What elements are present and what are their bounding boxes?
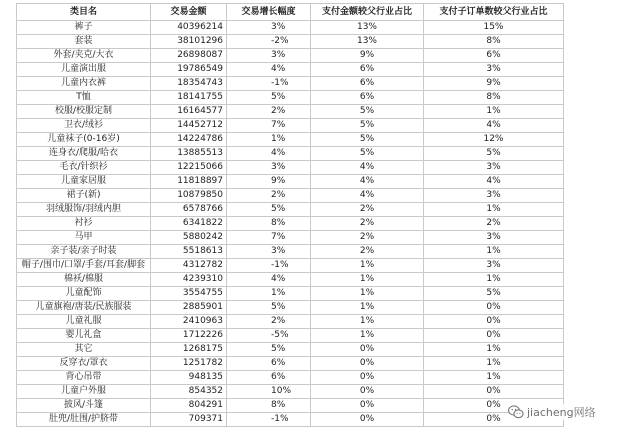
cell-category: 儿童家居服: [17, 175, 151, 189]
cell-amount: 1712226: [151, 329, 227, 343]
cell-category: 裙子(新): [17, 189, 151, 203]
cell-growth: 3%: [227, 49, 311, 63]
cell-growth: -1%: [227, 259, 311, 273]
cell-order-share: 4%: [424, 119, 564, 133]
cell-order-share: 9%: [424, 77, 564, 91]
cell-pay-share: 0%: [311, 385, 424, 399]
cell-order-share: 1%: [424, 245, 564, 259]
table-body: [17, 21, 564, 427]
table-row: [17, 371, 564, 385]
cell-growth: 3%: [227, 161, 311, 175]
table-row: [17, 217, 564, 231]
cell-order-share: 3%: [424, 259, 564, 273]
cell-growth: 7%: [227, 119, 311, 133]
cell-category: 帽子/围巾/口罩/手套/耳套/脚套: [17, 259, 151, 273]
table-row: [17, 77, 564, 91]
header-order-share: 支付子订单数较父行业占比: [424, 4, 564, 21]
cell-pay-share: 6%: [311, 63, 424, 77]
table-row: [17, 189, 564, 203]
header-growth: 交易增长幅度: [227, 4, 311, 21]
header-pay-share: 支付金额较父行业占比: [311, 4, 424, 21]
cell-amount: 804291: [151, 399, 227, 413]
category-data-table: [16, 3, 564, 427]
cell-pay-share: 1%: [311, 301, 424, 315]
cell-pay-share: 6%: [311, 91, 424, 105]
cell-growth: -2%: [227, 35, 311, 49]
cell-amount: 13885513: [151, 147, 227, 161]
cell-amount: 16164577: [151, 105, 227, 119]
cell-amount: 2885901: [151, 301, 227, 315]
cell-category: 马甲: [17, 231, 151, 245]
cell-growth: 8%: [227, 399, 311, 413]
cell-pay-share: 0%: [311, 357, 424, 371]
cell-order-share: 1%: [424, 343, 564, 357]
cell-order-share: 3%: [424, 189, 564, 203]
cell-pay-share: 1%: [311, 315, 424, 329]
cell-category: 儿童演出服: [17, 63, 151, 77]
table-row: [17, 147, 564, 161]
cell-category: 儿童户外服: [17, 385, 151, 399]
table-row: [17, 343, 564, 357]
cell-growth: -1%: [227, 413, 311, 427]
cell-growth: 5%: [227, 301, 311, 315]
table-row: [17, 133, 564, 147]
cell-category: 亲子装/亲子时装: [17, 245, 151, 259]
table-row: [17, 49, 564, 63]
table-row: [17, 287, 564, 301]
cell-category: 肚兜/肚围/护脐带: [17, 413, 151, 427]
cell-growth: 1%: [227, 287, 311, 301]
cell-pay-share: 5%: [311, 119, 424, 133]
cell-category: 套装: [17, 35, 151, 49]
cell-order-share: 4%: [424, 175, 564, 189]
cell-amount: 3554755: [151, 287, 227, 301]
cell-order-share: 0%: [424, 315, 564, 329]
cell-order-share: 5%: [424, 287, 564, 301]
table-row: [17, 161, 564, 175]
cell-pay-share: 5%: [311, 105, 424, 119]
table-row: [17, 259, 564, 273]
cell-pay-share: 6%: [311, 77, 424, 91]
cell-amount: 19786549: [151, 63, 227, 77]
cell-growth: 5%: [227, 343, 311, 357]
cell-order-share: 1%: [424, 371, 564, 385]
cell-amount: 40396214: [151, 21, 227, 35]
cell-growth: 5%: [227, 203, 311, 217]
cell-pay-share: 1%: [311, 329, 424, 343]
cell-pay-share: 2%: [311, 245, 424, 259]
cell-amount: 18354743: [151, 77, 227, 91]
cell-category: 儿童配饰: [17, 287, 151, 301]
cell-pay-share: 13%: [311, 21, 424, 35]
cell-growth: 4%: [227, 273, 311, 287]
table-row: [17, 315, 564, 329]
cell-order-share: 6%: [424, 49, 564, 63]
cell-growth: 7%: [227, 231, 311, 245]
table-row: [17, 105, 564, 119]
wechat-icon: [508, 405, 524, 419]
cell-growth: -1%: [227, 77, 311, 91]
table-row: [17, 119, 564, 133]
cell-order-share: 0%: [424, 301, 564, 315]
table-row: [17, 413, 564, 427]
cell-amount: 12215066: [151, 161, 227, 175]
cell-category: 儿童袜子(0-16岁): [17, 133, 151, 147]
watermark: [508, 404, 596, 420]
cell-category: 披风/斗篷: [17, 399, 151, 413]
cell-amount: 10879850: [151, 189, 227, 203]
table-row: [17, 21, 564, 35]
cell-growth: 10%: [227, 385, 311, 399]
cell-pay-share: 1%: [311, 259, 424, 273]
cell-pay-share: 1%: [311, 273, 424, 287]
cell-amount: 854352: [151, 385, 227, 399]
table-row: [17, 273, 564, 287]
cell-category: 羽绒服饰/羽绒内胆: [17, 203, 151, 217]
cell-pay-share: 2%: [311, 203, 424, 217]
cell-category: T恤: [17, 91, 151, 105]
table-row: [17, 231, 564, 245]
cell-amount: 11818897: [151, 175, 227, 189]
cell-category: 婴儿礼盒: [17, 329, 151, 343]
cell-order-share: 12%: [424, 133, 564, 147]
cell-growth: 6%: [227, 357, 311, 371]
cell-category: 儿童旗袍/唐装/民族服装: [17, 301, 151, 315]
cell-pay-share: 2%: [311, 231, 424, 245]
cell-category: 儿童礼服: [17, 315, 151, 329]
cell-order-share: 8%: [424, 35, 564, 49]
cell-amount: 1268175: [151, 343, 227, 357]
cell-pay-share: 4%: [311, 175, 424, 189]
table-row: [17, 91, 564, 105]
cell-order-share: 0%: [424, 413, 564, 427]
cell-growth: -5%: [227, 329, 311, 343]
cell-pay-share: 13%: [311, 35, 424, 49]
cell-category: 裤子: [17, 21, 151, 35]
cell-order-share: 0%: [424, 329, 564, 343]
cell-category: 其它: [17, 343, 151, 357]
cell-amount: 26898087: [151, 49, 227, 63]
cell-category: 连身衣/爬服/哈衣: [17, 147, 151, 161]
cell-amount: 2410963: [151, 315, 227, 329]
cell-growth: 6%: [227, 371, 311, 385]
table-row: [17, 399, 564, 413]
cell-pay-share: 0%: [311, 413, 424, 427]
cell-pay-share: 1%: [311, 287, 424, 301]
cell-order-share: 0%: [424, 399, 564, 413]
cell-growth: 8%: [227, 217, 311, 231]
table-row: [17, 35, 564, 49]
cell-amount: 709371: [151, 413, 227, 427]
cell-growth: 4%: [227, 147, 311, 161]
cell-category: 衬衫: [17, 217, 151, 231]
cell-growth: 2%: [227, 189, 311, 203]
cell-amount: 14452712: [151, 119, 227, 133]
table-row: [17, 301, 564, 315]
header-category: 类目名: [17, 4, 151, 21]
cell-order-share: 3%: [424, 161, 564, 175]
table-row: [17, 329, 564, 343]
cell-pay-share: 4%: [311, 161, 424, 175]
cell-amount: 948135: [151, 371, 227, 385]
cell-amount: 5880242: [151, 231, 227, 245]
cell-amount: 1251782: [151, 357, 227, 371]
cell-order-share: 1%: [424, 203, 564, 217]
header-row: [17, 4, 564, 21]
table-row: [17, 175, 564, 189]
cell-amount: 18141755: [151, 91, 227, 105]
cell-growth: 5%: [227, 91, 311, 105]
cell-pay-share: 5%: [311, 147, 424, 161]
cell-order-share: 3%: [424, 231, 564, 245]
table-row: [17, 385, 564, 399]
cell-pay-share: 0%: [311, 343, 424, 357]
cell-order-share: 2%: [424, 217, 564, 231]
cell-amount: 38101296: [151, 35, 227, 49]
header-amount: 交易金额: [151, 4, 227, 21]
cell-category: 棉袄/棉服: [17, 273, 151, 287]
cell-category: 背心吊带: [17, 371, 151, 385]
cell-amount: 14224786: [151, 133, 227, 147]
cell-growth: 1%: [227, 133, 311, 147]
cell-pay-share: 5%: [311, 133, 424, 147]
cell-amount: 5518613: [151, 245, 227, 259]
cell-category: 校服/校服定制: [17, 105, 151, 119]
cell-growth: 9%: [227, 175, 311, 189]
cell-amount: 4312782: [151, 259, 227, 273]
cell-order-share: 5%: [424, 147, 564, 161]
cell-growth: 3%: [227, 21, 311, 35]
cell-growth: 3%: [227, 245, 311, 259]
cell-pay-share: 0%: [311, 371, 424, 385]
cell-order-share: 8%: [424, 91, 564, 105]
cell-growth: 2%: [227, 105, 311, 119]
cell-pay-share: 0%: [311, 399, 424, 413]
table-row: [17, 203, 564, 217]
cell-order-share: 0%: [424, 385, 564, 399]
cell-category: 卫衣/绒衫: [17, 119, 151, 133]
table-row: [17, 63, 564, 77]
cell-order-share: 3%: [424, 63, 564, 77]
cell-category: 儿童内衣裤: [17, 77, 151, 91]
cell-amount: 6341822: [151, 217, 227, 231]
table-row: [17, 245, 564, 259]
cell-growth: 4%: [227, 63, 311, 77]
cell-pay-share: 9%: [311, 49, 424, 63]
cell-pay-share: 2%: [311, 217, 424, 231]
table-row: [17, 357, 564, 371]
cell-category: 毛衣/针织衫: [17, 161, 151, 175]
watermark-text: jiacheng网络: [527, 406, 596, 419]
cell-category: 外套/夹克/大衣: [17, 49, 151, 63]
cell-order-share: 1%: [424, 273, 564, 287]
cell-amount: 4239310: [151, 273, 227, 287]
cell-growth: 2%: [227, 315, 311, 329]
cell-category: 反穿衣/罩衣: [17, 357, 151, 371]
cell-order-share: 15%: [424, 21, 564, 35]
cell-pay-share: 4%: [311, 189, 424, 203]
cell-amount: 6578766: [151, 203, 227, 217]
cell-order-share: 1%: [424, 357, 564, 371]
cell-order-share: 1%: [424, 105, 564, 119]
